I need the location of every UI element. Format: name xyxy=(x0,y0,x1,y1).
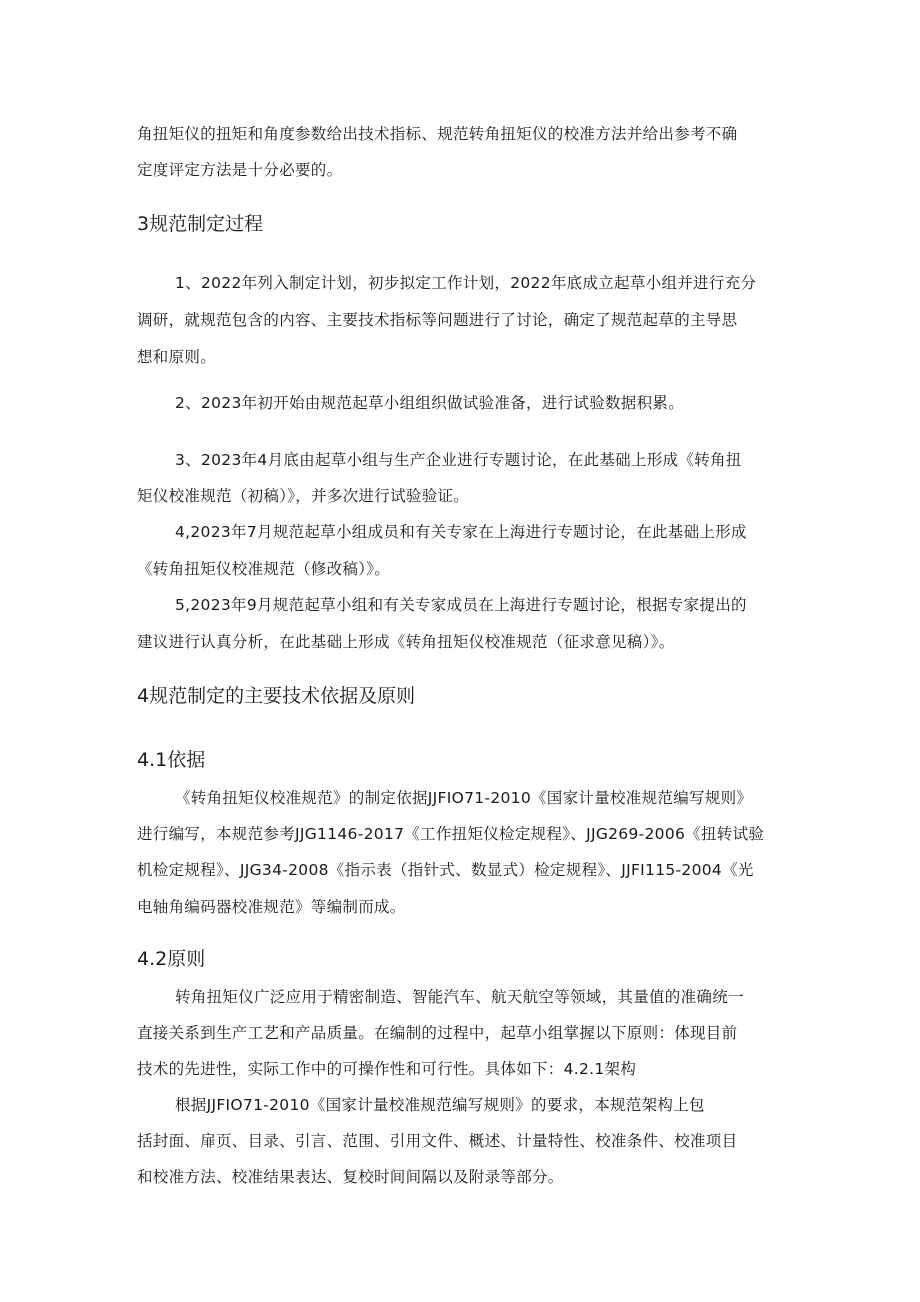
item-3-line-2: 矩仪校准规范（初稿）》，并多次进行试验验证。 xyxy=(137,487,470,505)
item-1-line-3: 想和原则。 xyxy=(137,348,217,366)
item-5-line-1: 5,2023年9月规范起草小组和有关专家成员在上海进行专题讨论，根据专家提出的 xyxy=(175,596,747,614)
item-3-line-1: 3、2023年4月底由起草小组与生产企业进行专题讨论，在此基础上形成《转角扭 xyxy=(175,451,742,469)
item-4-line-1: 4,2023年7月规范起草小组成员和有关专家在上海进行专题讨论，在此基础上形成 xyxy=(175,523,747,541)
principle-line-1: 转角扭矩仪广泛应用于精密制造、智能汽车、航天航空等领域，其量值的准确统一 xyxy=(175,988,744,1006)
item-2-line-1: 2、2023年初开始由规范起草小组组织做试验准备，进行试验数据积累。 xyxy=(175,394,685,412)
item-1-line-2: 调研，就规范包含的内容、主要技术指标等问题进行了讨论，确定了规范起草的主导思 xyxy=(137,311,738,329)
basis-line-1: 《转角扭矩仪校准规范》的制定依据JJFIO71-2010《国家计量校准规范编写规则》 xyxy=(175,789,753,807)
intro-line-1: 角扭矩仪的扭矩和角度参数给出技术指标、规范转角扭矩仪的校准方法并给出参考不确 xyxy=(137,125,738,143)
principle-line-3: 技术的先进性，实际工作中的可操作性和可行性。具体如下：4.2.1架构 xyxy=(137,1060,637,1078)
basis-line-2: 进行编写，本规范参考JJG1146-2017《工作扭矩仪检定规程》、JJG269-2006《扭转试验 xyxy=(137,825,765,843)
structure-line-2: 括封面、扉页、目录、引言、范围、引用文件、概述、计量特性、校准条件、校准项目 xyxy=(137,1132,738,1150)
basis-line-3: 机检定规程》、JJG34-2008《指示表（指针式、数显式）检定规程》、JJFI115-2004《光 xyxy=(137,861,754,879)
principle-line-2: 直接关系到生产工艺和产品质量。在编制的过程中，起草小组掌握以下原则：体现目前 xyxy=(137,1024,738,1042)
basis-line-4: 电轴角编码器校准规范》等编制而成。 xyxy=(137,898,406,916)
intro-line-2: 定度评定方法是十分必要的。 xyxy=(137,161,343,179)
section-4-2-heading: 4.2原则 xyxy=(137,948,206,970)
structure-line-3: 和校准方法、校准结果表达、复校时间间隔以及附录等部分。 xyxy=(137,1168,564,1186)
item-4-line-2: 《转角扭矩仪校准规范（修改稿）》。 xyxy=(137,560,391,578)
item-5-line-2: 建议进行认真分析，在此基础上形成《转角扭矩仪校准规范（征求意见稿）》。 xyxy=(137,633,675,651)
item-1-line-1: 1、2022年列入制定计划，初步拟定工作计划，2022年底成立起草小组并进行充分 xyxy=(175,274,757,292)
section-4-heading: 4规范制定的主要技术依据及原则 xyxy=(137,685,416,707)
section-3-heading: 3规范制定过程 xyxy=(137,213,264,235)
structure-line-1: 根据JJFIO71-2010《国家计量校准规范编写规则》的要求，本规范架构上包 xyxy=(175,1096,705,1114)
section-4-1-heading: 4.1依据 xyxy=(137,749,206,771)
